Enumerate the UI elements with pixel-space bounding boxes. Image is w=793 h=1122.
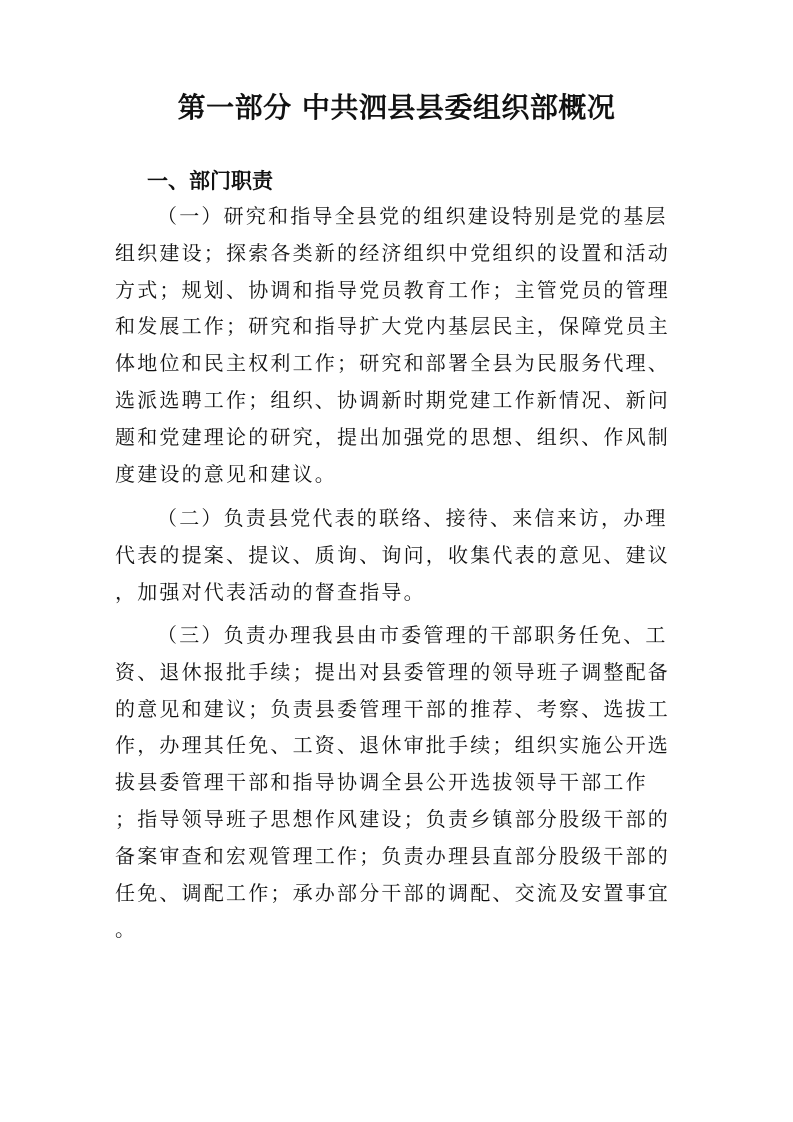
paragraph-line: （一）研究和指导全县党的组织建设特别是党的基层 bbox=[157, 204, 668, 228]
paragraph-3 bbox=[115, 617, 685, 948]
paragraph-line: 组织建设；探索各类新的经济组织中党组织的设置和活动 bbox=[115, 240, 670, 265]
section-heading: 一、部门职责 bbox=[147, 169, 273, 193]
paragraph-line: 代表的提案、提议、质询、询问，收集代表的意见、建议 bbox=[115, 542, 670, 567]
paragraph-2 bbox=[115, 500, 685, 610]
paragraph-line: ；指导领导班子思想作风建设；负责乡镇部分股级干部的 bbox=[115, 806, 670, 831]
paragraph-line: 。 bbox=[115, 917, 138, 942]
paragraph-line: 度建设的意见和建议。 bbox=[115, 461, 337, 486]
paragraph-1 bbox=[115, 198, 685, 492]
paragraph-line: 的意见和建议；负责县委管理干部的推荐、考察、选拔工 bbox=[115, 696, 670, 721]
paragraph-line: 选派选聘工作；组织、协调新时期党建工作新情况、新问 bbox=[115, 387, 670, 412]
paragraph-line: 拔县委管理干部和指导协调全县公开选拔领导干部工作 bbox=[115, 770, 648, 795]
page-title: 第一部分 中共泗县县委组织部概况 bbox=[177, 91, 616, 124]
paragraph-line: ，加强对代表活动的督查指导。 bbox=[115, 579, 426, 604]
paragraph-line: 资、退休报批手续；提出对县委管理的领导班子调整配备 bbox=[115, 659, 670, 684]
paragraph-line: 题和党建理论的研究，提出加强党的思想、组织、作风制 bbox=[115, 424, 670, 449]
paragraph-line: （二）负责县党代表的联络、接待、来信来访，办理 bbox=[157, 506, 668, 530]
paragraph-line: 作，办理其任免、工资、退休审批手续；组织实施公开选 bbox=[115, 733, 670, 758]
paragraph-line: 备案审查和宏观管理工作；负责办理县直部分股级干部的 bbox=[115, 843, 670, 868]
paragraph-line: 方式；规划、协调和指导党员教育工作；主管党员的管理 bbox=[115, 277, 670, 302]
paragraph-line: （三）负责办理我县由市委管理的干部职务任免、工 bbox=[157, 623, 668, 647]
paragraph-line: 体地位和民主权利工作；研究和部署全县为民服务代理、 bbox=[115, 351, 670, 376]
paragraph-line: 和发展工作；研究和指导扩大党内基层民主，保障党员主 bbox=[115, 314, 670, 339]
paragraph-line: 任免、调配工作；承办部分干部的调配、交流及安置事宜 bbox=[115, 880, 670, 905]
